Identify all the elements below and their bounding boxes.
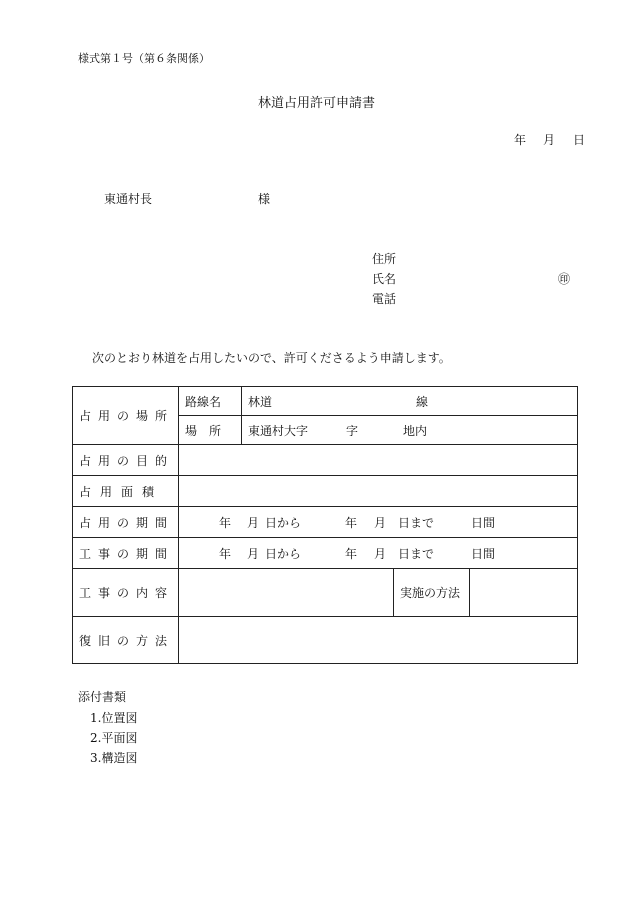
place-suffix: 地内	[403, 423, 428, 438]
area-value	[179, 476, 578, 507]
route-suffix: 線	[416, 394, 429, 409]
period-until: 日まで	[398, 515, 435, 530]
place-village: 東通村大字	[248, 423, 309, 438]
work-until: 日まで	[398, 546, 435, 561]
addressee-name: 東通村長	[104, 192, 153, 206]
form-number: 様式第１号（第６条関係）	[78, 52, 210, 65]
application-table	[72, 386, 578, 664]
work-from: 日から	[265, 546, 302, 561]
period-cell	[179, 507, 578, 538]
period-year-from: 年	[219, 515, 232, 530]
route-prefix: 林道	[248, 394, 273, 409]
period-days: 日間	[471, 515, 496, 530]
method-label: 実施の方法	[394, 569, 470, 617]
area-label: 占用面積	[73, 476, 179, 507]
date-month: 月	[543, 133, 556, 147]
work-year-from: 年	[219, 546, 232, 561]
addressee-honorific: 様	[258, 192, 271, 206]
work-content-label: 工事の内容	[73, 569, 179, 617]
date-day: 日	[573, 133, 586, 147]
work-days: 日間	[471, 546, 496, 561]
name-label: 氏名	[372, 272, 397, 286]
work-period-cell	[179, 538, 578, 569]
restore-value	[179, 617, 578, 664]
place-cell	[242, 416, 578, 445]
place-aza: 字	[346, 423, 359, 438]
attachment-item: 3.構造図	[90, 751, 138, 765]
form-title: 林道占用許可申請書	[258, 96, 376, 111]
purpose-label: 占用の目的	[73, 445, 179, 476]
period-month-from: 月	[247, 515, 260, 530]
work-month-to: 月	[374, 546, 387, 561]
address-label: 住所	[372, 252, 397, 266]
period-label: 占用の期間	[73, 507, 179, 538]
location-label: 占用の場所	[73, 387, 179, 445]
work-month-from: 月	[247, 546, 260, 561]
work-content-value	[179, 569, 394, 617]
work-year-to: 年	[345, 546, 358, 561]
period-month-to: 月	[374, 515, 387, 530]
date-year: 年	[514, 133, 527, 147]
phone-label: 電話	[372, 292, 397, 306]
place-label: 場 所	[179, 416, 242, 445]
route-label: 路線名	[179, 387, 242, 416]
attachments-heading: 添付書類	[78, 690, 127, 704]
period-year-to: 年	[345, 515, 358, 530]
purpose-value	[179, 445, 578, 476]
intro-text: 次のとおり林道を占用したいので、許可くださるよう申請します。	[92, 351, 451, 365]
method-value	[470, 569, 578, 617]
seal-mark: ㊞	[558, 272, 571, 286]
attachment-item: 1.位置図	[90, 711, 138, 725]
work-period-label: 工事の期間	[73, 538, 179, 569]
attachment-item: 2.平面図	[90, 731, 138, 745]
route-cell	[242, 387, 578, 416]
period-from: 日から	[265, 515, 302, 530]
restore-label: 復旧の方法	[73, 617, 179, 664]
